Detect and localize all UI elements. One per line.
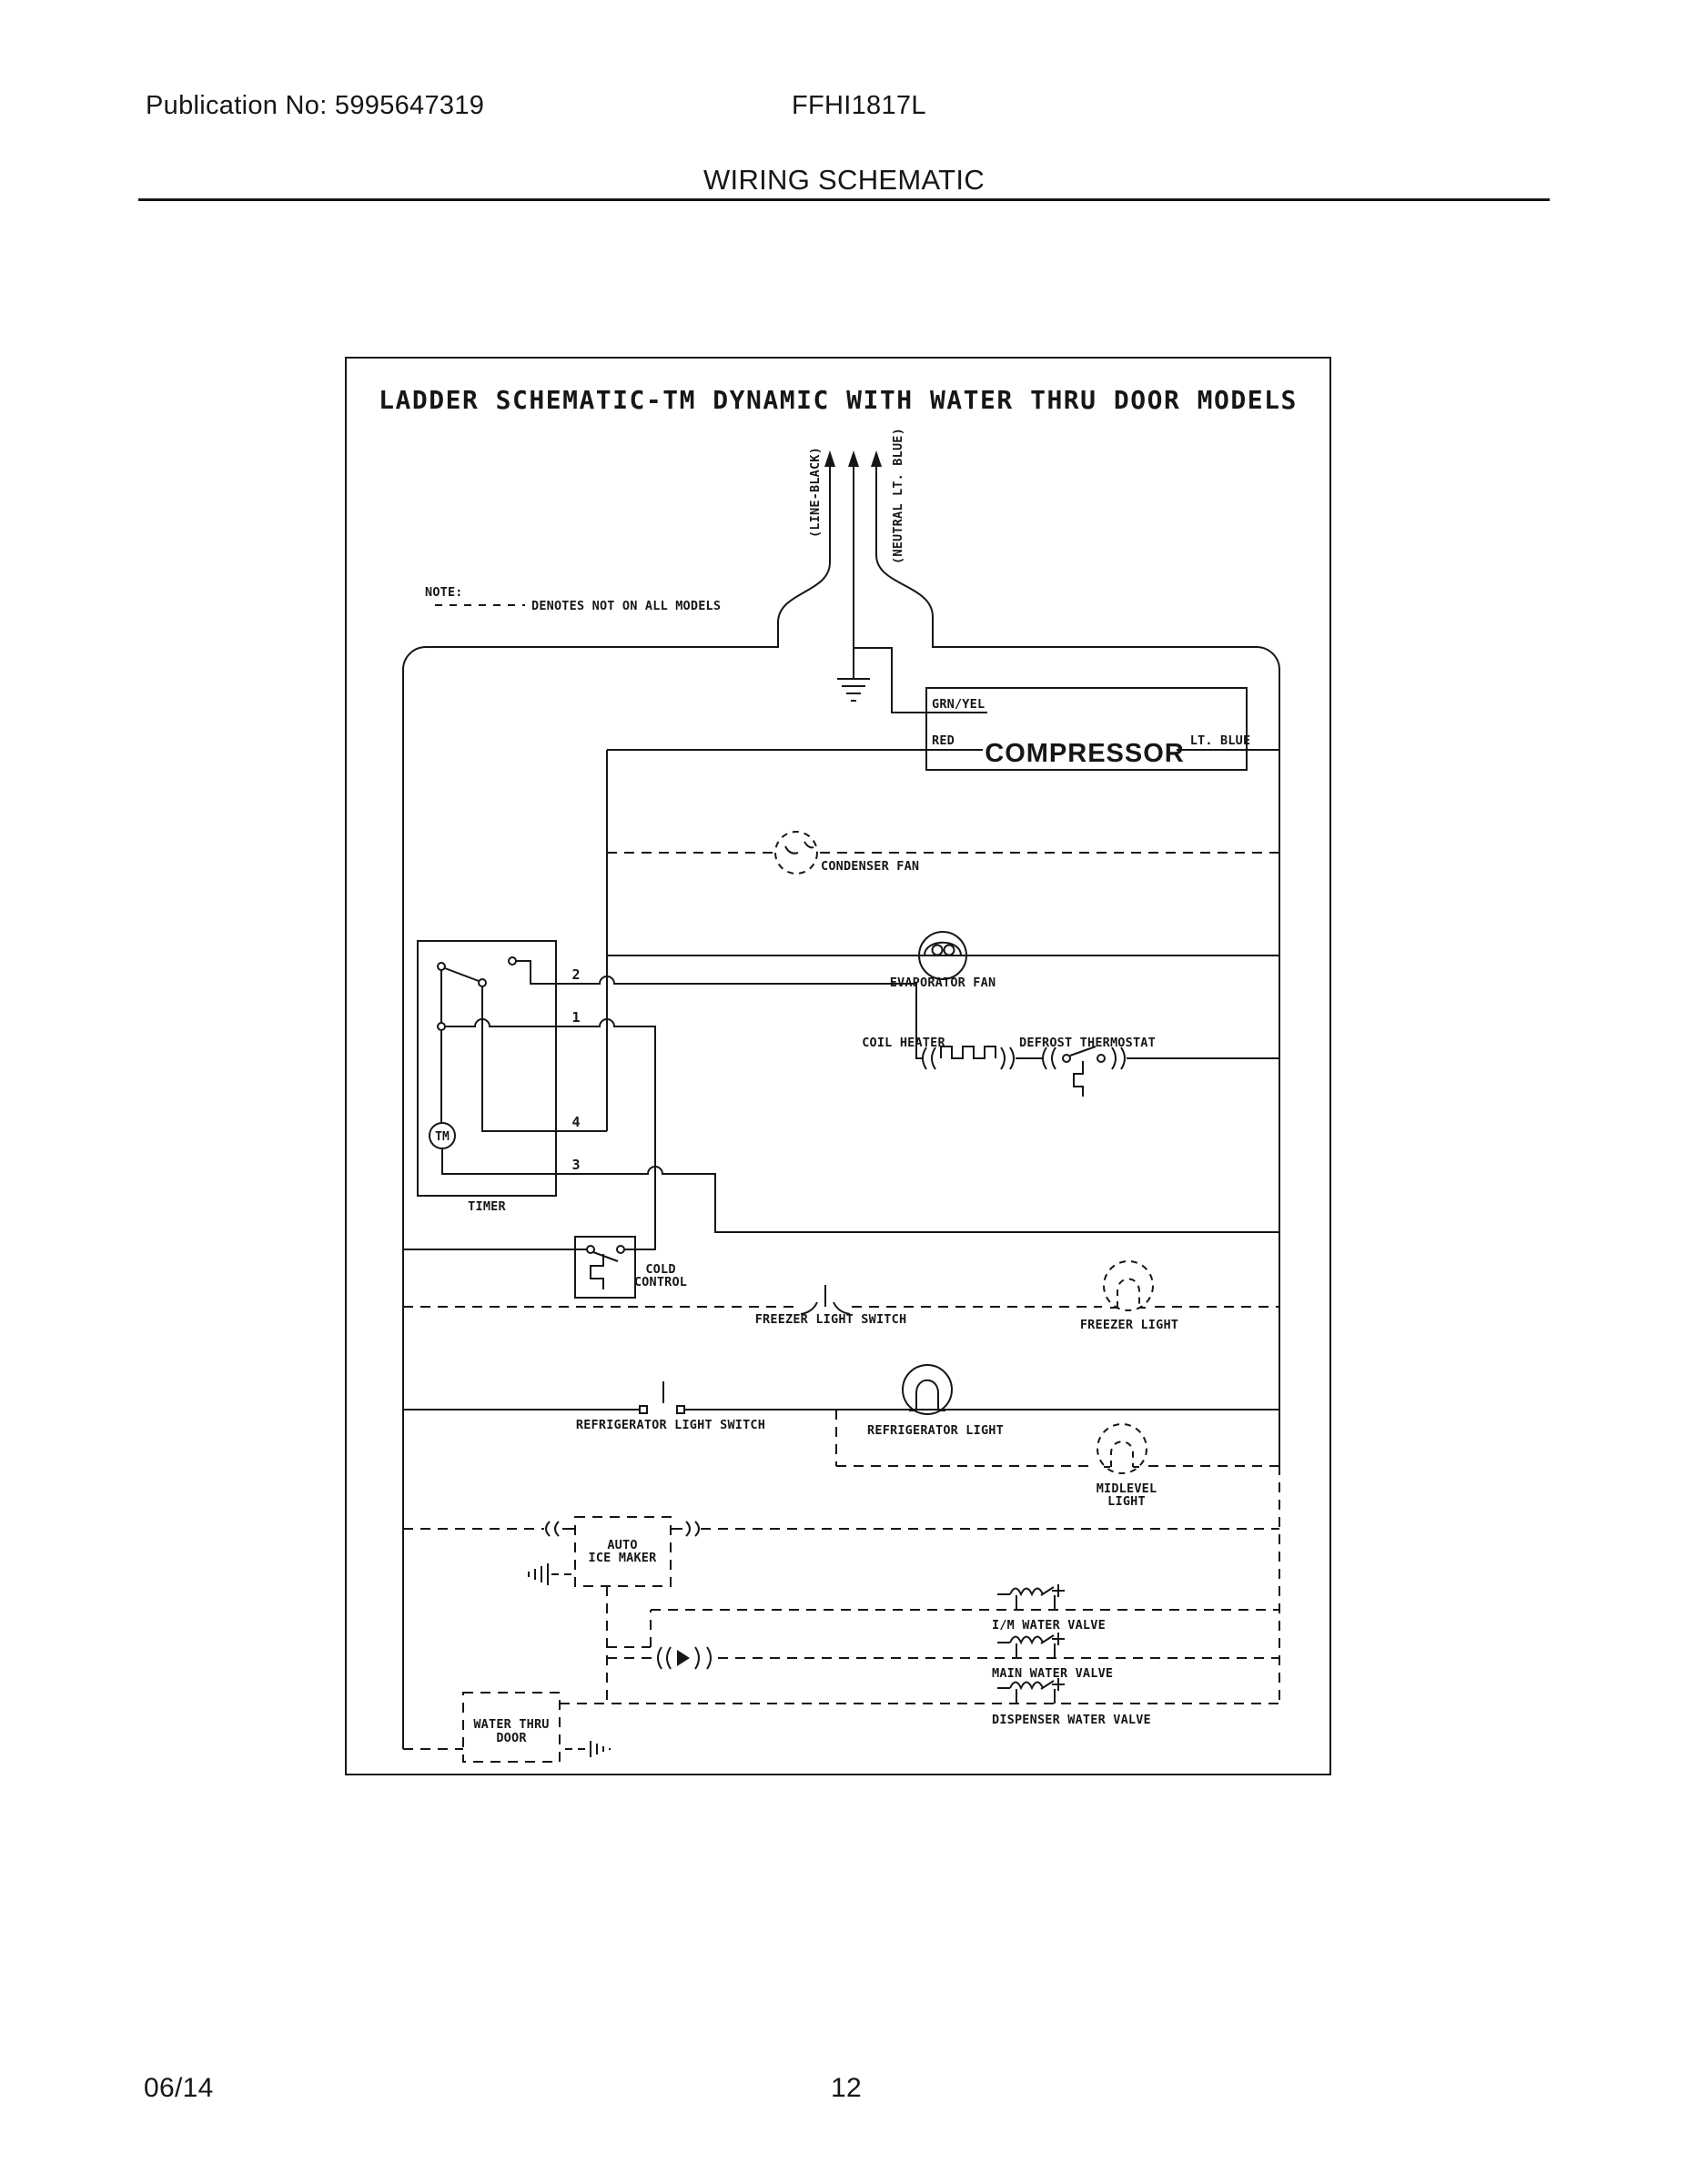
optional-wiring-dashed <box>403 832 1279 1762</box>
label-cold-control-2: CONTROL <box>633 1275 688 1289</box>
schematic-frame <box>346 358 1330 1774</box>
label-tm: TM <box>435 1130 450 1144</box>
wire-right-rail <box>876 462 1279 1465</box>
icemaker-ground-icon <box>529 1563 571 1585</box>
refrigerator-light-switch-icon <box>640 1381 684 1413</box>
wire-im-valve-rung <box>607 1610 1279 1647</box>
note-label: NOTE: <box>425 585 463 600</box>
label-line-black: (LINE-BLACK) <box>808 447 823 538</box>
wire-terminal-1 <box>445 1019 655 1249</box>
label-condenser-fan: CONDENSER FAN <box>821 859 920 874</box>
heater-connector-left-icon <box>923 1047 935 1069</box>
freezer-light-switch-icon <box>801 1285 850 1314</box>
label-main-water-valve: MAIN WATER VALVE <box>992 1666 1114 1681</box>
cold-control-arm <box>593 1252 618 1261</box>
wtd-ground-icon <box>565 1741 610 1757</box>
label-im-water-valve: I/M WATER VALVE <box>992 1618 1106 1633</box>
label-neutral: (NEUTRAL LT. BLUE) <box>891 428 905 564</box>
dispenser-water-valve-icon <box>997 1678 1065 1704</box>
thermostat-connector-left-icon <box>1043 1047 1056 1069</box>
page-title: WIRING SCHEMATIC <box>702 164 986 196</box>
label-midlevel-light-1: MIDLEVEL <box>1096 1481 1157 1496</box>
wire-terminal-4 <box>482 986 607 1131</box>
footer-page-number: 12 <box>831 2073 862 2103</box>
label-grn-yel: GRN/YEL <box>932 697 986 712</box>
label-coil-heater: COIL HEATER <box>862 1036 945 1050</box>
timer-contact-2 <box>509 957 516 965</box>
label-freezer-light-switch: FREEZER LIGHT SWITCH <box>754 1312 907 1327</box>
coil-heater-icon <box>941 1046 996 1058</box>
timer-box <box>418 941 556 1196</box>
cold-control-bellows-icon <box>591 1254 603 1289</box>
heater-connector-right-icon <box>1001 1047 1014 1069</box>
label-cold-control-1: COLD <box>645 1262 676 1277</box>
freezer-light-icon <box>1104 1261 1153 1310</box>
water-valve-connector-icon <box>658 1647 711 1669</box>
label-terminal-2: 2 <box>571 966 581 983</box>
timer-pivot-contact <box>438 963 445 970</box>
label-refrigerator-light: REFRIGERATOR LIGHT <box>867 1423 1004 1438</box>
label-freezer-light: FREEZER LIGHT <box>1079 1318 1179 1332</box>
midlevel-light-icon <box>1097 1424 1147 1473</box>
icemaker-connector-right-icon <box>686 1522 699 1536</box>
wire-midlevel-rung <box>836 1410 1279 1466</box>
publication-number: Publication No: 5995647319 <box>146 91 485 120</box>
label-water-thru-door-2: DOOR <box>496 1731 527 1745</box>
label-water-thru-door-1: WATER THRU <box>473 1717 550 1732</box>
label-dispenser-water-valve: DISPENSER WATER VALVE <box>992 1713 1151 1727</box>
label-timer: TIMER <box>468 1199 506 1214</box>
label-refrigerator-light-switch: REFRIGERATOR LIGHT SWITCH <box>575 1418 766 1432</box>
condenser-fan-icon <box>775 832 817 874</box>
label-evaporator-fan: EVAPORATOR FAN <box>889 976 996 990</box>
im-water-valve-icon <box>997 1584 1065 1610</box>
label-midlevel-light-2: LIGHT <box>1107 1494 1146 1509</box>
note-text: DENOTES NOT ON ALL MODELS <box>531 599 722 613</box>
label-defrost-thermostat: DEFROST THERMOSTAT <box>1019 1036 1156 1050</box>
label-red: RED <box>932 733 955 748</box>
label-terminal-1: 1 <box>571 1009 581 1026</box>
timer-contact-4 <box>479 979 486 986</box>
main-water-valve-icon <box>997 1633 1065 1658</box>
thermostat-connector-right-icon <box>1112 1047 1125 1069</box>
wire-terminal-3 <box>442 1148 1279 1232</box>
footer-date: 06/14 <box>144 2073 214 2103</box>
label-lt-blue: LT. BLUE <box>1189 733 1251 748</box>
refrigerator-light-icon <box>903 1365 952 1414</box>
label-terminal-4: 4 <box>571 1114 581 1130</box>
cold-control-box <box>575 1237 635 1298</box>
label-ice-maker-1: AUTO <box>607 1538 638 1552</box>
icemaker-connector-left-icon <box>546 1522 559 1536</box>
label-terminal-3: 3 <box>571 1157 581 1173</box>
power-entry <box>808 428 905 564</box>
circuit-wiring <box>403 462 1279 1749</box>
label-ice-maker-2: ICE MAKER <box>588 1551 657 1565</box>
timer-switch-arm <box>445 968 479 981</box>
defrost-thermostat-icon <box>1063 1046 1105 1097</box>
label-compressor: COMPRESSOR <box>985 739 1185 768</box>
schematic-title: LADDER SCHEMATIC-TM DYNAMIC WITH WATER THRU DOOR MODELS <box>379 385 1298 415</box>
cold-control-contact-right <box>617 1246 624 1253</box>
timer-contact-1 <box>438 1023 445 1030</box>
earth-ground-icon <box>837 679 870 701</box>
model-number: FFHI1817L <box>792 91 926 120</box>
cold-control-contact-left <box>587 1246 594 1253</box>
